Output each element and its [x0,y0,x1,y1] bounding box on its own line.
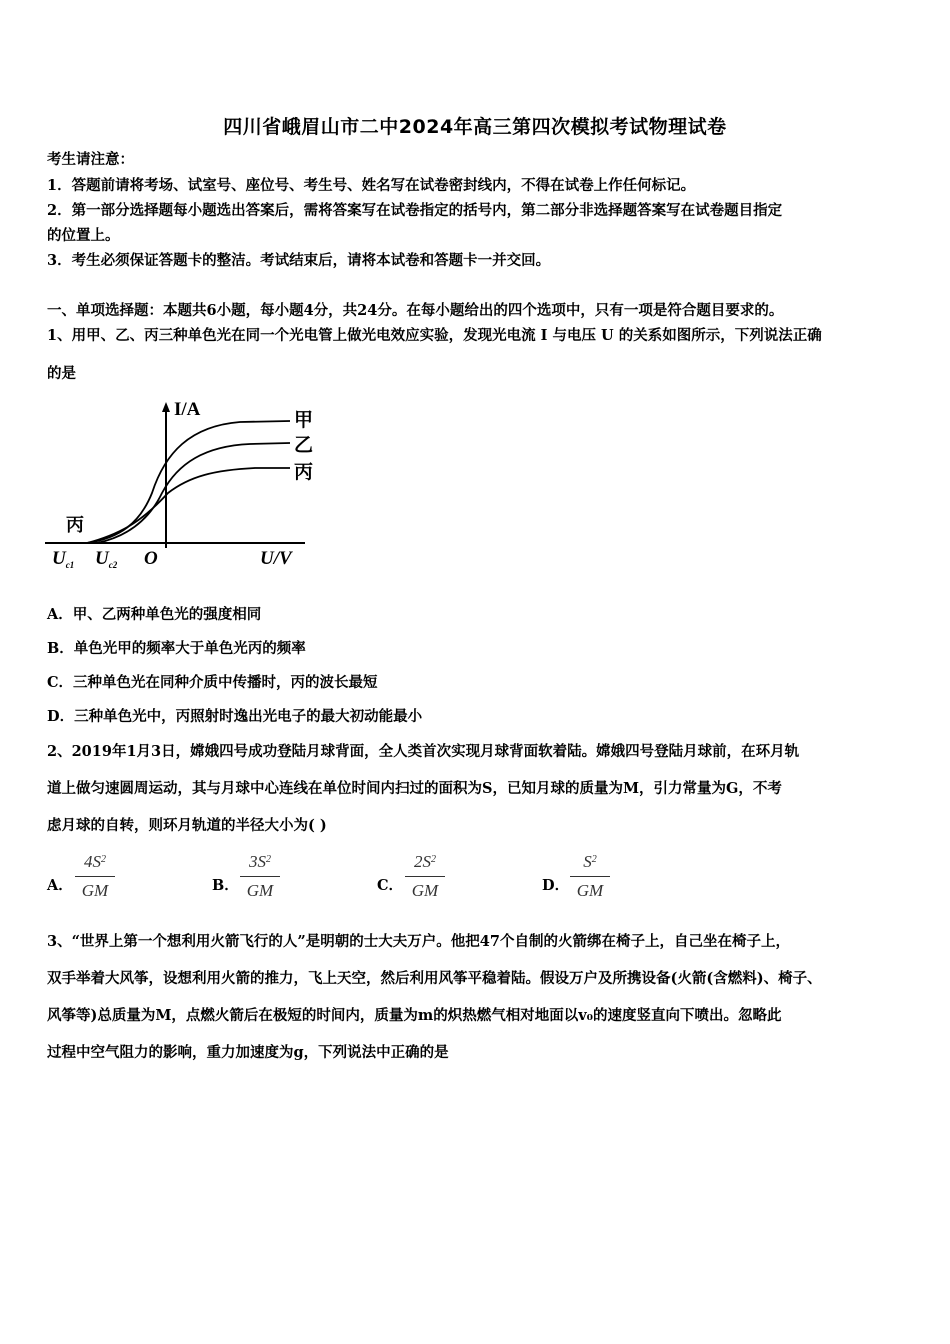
u-c2-label: $U_{c2}$ [95,548,118,570]
x-axis-label: U/V [260,548,292,569]
curve-label-yi: 乙 [294,435,314,456]
fraction: $4S^2$ GM [75,850,115,903]
curve-jia [87,421,290,543]
y-axis-label: I/A [174,399,201,420]
left-curve-label-bing: 丙 [66,515,84,535]
q2-options [47,848,667,904]
q1-option-a[interactable]: A．甲、乙两种单色光的强度相同 [47,606,262,623]
curve-label-bing: 丙 [294,462,314,483]
question-2-line-1: 2、2019年1月3日，嫦娥四号成功登陆月球背面，全人类首次实现月球背面软着陆。嫦娥四号登陆月球前，在环月轨 [47,743,800,760]
q1-option-b[interactable]: B．单色光甲的频率大于单色光丙的频率 [47,640,306,657]
curve-bing [87,468,290,543]
option-letter: A． [47,877,73,894]
option-letter: C． [377,877,404,894]
question-1-stem: 1、用甲、乙、丙三种单色光在同一个光电管上做光电效应实验，发现光电流 I 与电压 U 的关系如图所示，下列说法正确 [47,327,822,344]
q1-option-d[interactable]: D．三种单色光中，丙照射时逸出光电子的最大初动能最小 [47,708,423,725]
question-2-line-2: 道上做匀速圆周运动，其与月球中心连线在单位时间内扫过的面积为S，已知月球的质量为M，引力常量为G，不考 [47,780,782,797]
origin-label: O [144,548,158,569]
curve-label-jia: 甲 [294,410,314,431]
option-letter: D． [542,877,570,894]
fraction: $2S^2$ GM [405,850,445,903]
notice-item-1: 1．答题前请将考场、试室号、座位号、考生号、姓名写在试卷密封线内，不得在试卷上作任何标记。 [47,177,696,194]
fraction: $S^2$ GM [570,850,610,903]
question-2-line-3: 虑月球的自转，则环月轨道的半径大小为( ) [47,817,327,834]
u-c1-label: $U_{c1}$ [52,548,75,570]
notice-item-2-cont: 的位置上。 [47,227,120,244]
i-axis-arrow [162,402,170,412]
question-1-stem-cont: 的是 [47,365,76,382]
photoelectric-iu-graph [40,398,330,578]
question-3-line-4: 过程中空气阻力的影响，重力加速度为g，下列说法中正确的是 [47,1044,449,1061]
q1-option-c[interactable]: C．三种单色光在同种介质中传播时，丙的波长最短 [47,674,378,691]
section-heading: 一、单项选择题：本题共6小题，每小题4分，共24分。在每小题给出的四个选项中，只有一项是符合题目要求的。 [47,302,784,319]
option-letter: B． [212,877,239,894]
notice-item-2: 2．第一部分选择题每小题选出答案后，需将答案写在试卷指定的括号内，第二部分非选择题答案写在试卷题目指定 [47,202,783,219]
notice-item-3: 3．考生必须保证答题卡的整洁。考试结束后，请将本试卷和答题卡一并交回。 [47,252,551,269]
question-3-line-2: 双手举着大风筝，设想利用火箭的推力，飞上天空，然后利用风筝平稳着陆。假设万户及所携设备(火箭(含燃料)、椅子、 [47,970,822,987]
notice-heading: 考生请注意： [47,151,134,168]
question-3-line-3: 风筝等)总质量为M，点燃火箭后在极短的时间内，质量为m的炽热燃气相对地面以v₀的速度竖直向下喷出。忽略此 [47,1007,782,1024]
question-3-line-1: 3、“世界上第一个想利用火箭飞行的人”是明朝的士大夫万户。他把47个自制的火箭绑在椅子上，自己坐在椅子上， [47,933,790,950]
page-title: 四川省峨眉山市二中2024年高三第四次模拟考试物理试卷 [223,116,727,138]
fraction: $3S^2$ GM [240,850,280,903]
